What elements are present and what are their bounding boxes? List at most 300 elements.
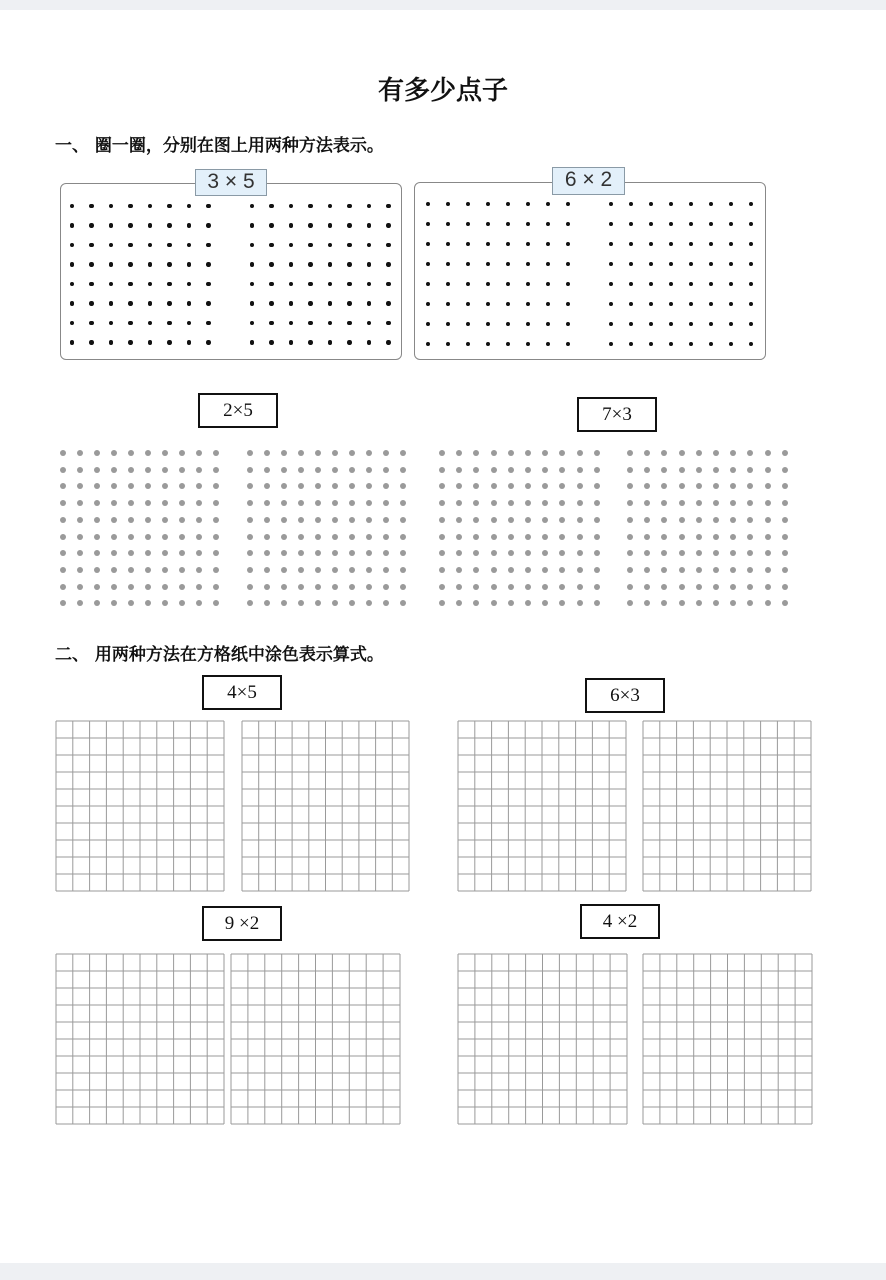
gray-dot	[559, 600, 565, 606]
gray-dot	[315, 550, 321, 556]
dot	[187, 340, 192, 345]
gray-dot	[661, 534, 667, 540]
gray-dot	[456, 483, 462, 489]
gray-dot	[439, 517, 445, 523]
gray-dot	[128, 500, 134, 506]
gray-dot	[196, 534, 202, 540]
dot-box-3x5	[60, 183, 402, 360]
gray-dot	[696, 567, 702, 573]
dot	[269, 301, 274, 306]
gray-dot	[491, 450, 497, 456]
dot	[367, 262, 372, 267]
gray-dot	[679, 467, 685, 473]
gray-dot	[213, 567, 219, 573]
gray-dot	[128, 483, 134, 489]
gray-dot	[577, 483, 583, 489]
gray-dot	[491, 467, 497, 473]
dot	[289, 223, 294, 228]
square-grid	[642, 720, 812, 892]
dot	[70, 262, 75, 267]
gray-dot	[456, 534, 462, 540]
dot	[128, 204, 133, 209]
gray-dot	[559, 467, 565, 473]
gray-dot	[473, 567, 479, 573]
gray-dot	[264, 467, 270, 473]
gray-dot	[60, 584, 66, 590]
dot	[109, 340, 114, 345]
gray-dot	[594, 534, 600, 540]
gray-dot	[366, 483, 372, 489]
gray-dot	[696, 550, 702, 556]
gray-dot	[315, 517, 321, 523]
gray-dot	[679, 517, 685, 523]
gray-dot	[747, 450, 753, 456]
gray-dot	[77, 517, 83, 523]
dot	[269, 204, 274, 209]
gray-dot	[213, 450, 219, 456]
gray-dot	[383, 500, 389, 506]
gray-dot	[162, 534, 168, 540]
gray-dot	[765, 483, 771, 489]
gray-dot	[491, 584, 497, 590]
dot	[250, 223, 255, 228]
gray-dot	[491, 567, 497, 573]
gray-dot	[179, 467, 185, 473]
gray-dot	[366, 600, 372, 606]
dot	[367, 340, 372, 345]
gray-dot	[627, 483, 633, 489]
dot	[269, 282, 274, 287]
dot	[167, 301, 172, 306]
dot	[109, 301, 114, 306]
gray-dot	[332, 584, 338, 590]
gray-dot	[661, 450, 667, 456]
gray-dot	[179, 600, 185, 606]
gray-dot	[594, 450, 600, 456]
gray-dot	[162, 483, 168, 489]
dot	[367, 223, 372, 228]
gray-dot	[559, 500, 565, 506]
gray-dot	[559, 567, 565, 573]
gray-dot	[94, 534, 100, 540]
dot	[386, 301, 391, 306]
dot-box-6x2	[414, 182, 766, 360]
dot	[109, 262, 114, 267]
dot	[269, 243, 274, 248]
gray-dot	[383, 567, 389, 573]
dot	[70, 301, 75, 306]
dot	[269, 223, 274, 228]
gray-dot	[213, 483, 219, 489]
gray-dot	[679, 567, 685, 573]
gray-dot	[594, 483, 600, 489]
gray-dot	[247, 600, 253, 606]
gray-dot	[782, 483, 788, 489]
gray-dot	[713, 567, 719, 573]
gray-dots-label-2x5: 2×5	[198, 393, 278, 428]
gray-dot	[594, 517, 600, 523]
gray-dot	[111, 500, 117, 506]
gray-dot	[179, 450, 185, 456]
gray-dot	[713, 450, 719, 456]
dot	[347, 321, 352, 326]
dot	[167, 321, 172, 326]
gray-dot	[332, 483, 338, 489]
gray-dot	[765, 517, 771, 523]
grid-label-9x2: 9 ×2	[202, 906, 282, 941]
gray-dot	[765, 567, 771, 573]
gray-dot	[473, 500, 479, 506]
dot	[269, 262, 274, 267]
gray-dot	[145, 517, 151, 523]
gray-dot	[213, 517, 219, 523]
gray-dot	[473, 534, 479, 540]
gray-dot	[111, 600, 117, 606]
gray-dot	[594, 584, 600, 590]
gray-dot	[747, 584, 753, 590]
gray-dot	[315, 450, 321, 456]
square-grid	[55, 953, 225, 1125]
dot	[347, 282, 352, 287]
gray-dot	[644, 567, 650, 573]
gray-dot	[264, 517, 270, 523]
gray-dot	[782, 584, 788, 590]
gray-dot	[782, 534, 788, 540]
gray-dot	[315, 467, 321, 473]
gray-dot	[400, 534, 406, 540]
gray-dot	[94, 483, 100, 489]
gray-dot	[349, 567, 355, 573]
gray-dot	[679, 500, 685, 506]
gray-dot	[713, 534, 719, 540]
gray-dot	[162, 517, 168, 523]
dot	[308, 321, 313, 326]
gray-dot	[491, 483, 497, 489]
gray-dot	[661, 467, 667, 473]
gray-dot	[765, 467, 771, 473]
dot	[328, 301, 333, 306]
gray-dot	[111, 550, 117, 556]
gray-dot	[542, 550, 548, 556]
grid-label-4x5: 4×5	[202, 675, 282, 710]
dot-box-label-3x5: 3 × 5	[195, 169, 267, 196]
gray-dot	[644, 584, 650, 590]
gray-dot	[696, 500, 702, 506]
gray-dot	[264, 584, 270, 590]
gray-dot	[315, 600, 321, 606]
gray-dot	[366, 584, 372, 590]
gray-dot	[77, 483, 83, 489]
gray-dot	[60, 600, 66, 606]
gray-dot	[349, 450, 355, 456]
dot	[70, 223, 75, 228]
dot	[347, 243, 352, 248]
dot	[167, 223, 172, 228]
gray-dot	[713, 584, 719, 590]
gray-dot	[765, 534, 771, 540]
gray-dot	[179, 483, 185, 489]
dot	[308, 301, 313, 306]
gray-dot	[782, 467, 788, 473]
gray-dot	[644, 467, 650, 473]
gray-dot	[730, 500, 736, 506]
gray-dot	[247, 584, 253, 590]
gray-dot	[60, 483, 66, 489]
gray-dot	[577, 534, 583, 540]
gray-dot	[400, 600, 406, 606]
gray-dot	[696, 467, 702, 473]
gray-dot	[247, 567, 253, 573]
gray-dot	[298, 550, 304, 556]
dot	[206, 223, 211, 228]
gray-dot	[145, 483, 151, 489]
gray-dot	[145, 600, 151, 606]
gray-dot	[627, 600, 633, 606]
gray-dot	[366, 534, 372, 540]
gray-dot	[128, 517, 134, 523]
dot	[148, 262, 153, 267]
gray-dot	[332, 450, 338, 456]
gray-dot	[349, 500, 355, 506]
gray-dot	[730, 467, 736, 473]
gray-dot	[128, 450, 134, 456]
gray-dot	[213, 534, 219, 540]
gray-dot	[782, 517, 788, 523]
gray-dot	[366, 550, 372, 556]
gray-dot	[696, 450, 702, 456]
dot	[206, 282, 211, 287]
gray-dot	[145, 500, 151, 506]
dot	[206, 243, 211, 248]
dot	[128, 301, 133, 306]
gray-dot	[782, 550, 788, 556]
gray-dot	[94, 500, 100, 506]
gray-dot	[298, 467, 304, 473]
gray-dot	[508, 534, 514, 540]
gray-dot	[491, 500, 497, 506]
gray-dot	[713, 500, 719, 506]
dot	[347, 223, 352, 228]
gray-dot	[577, 500, 583, 506]
gray-dot	[162, 500, 168, 506]
gray-dot	[456, 500, 462, 506]
gray-dot	[525, 534, 531, 540]
gray-dot	[577, 567, 583, 573]
gray-dot	[247, 467, 253, 473]
gray-dot	[179, 500, 185, 506]
gray-dot	[782, 567, 788, 573]
gray-dot	[162, 450, 168, 456]
gray-dot	[77, 550, 83, 556]
gray-dot	[594, 567, 600, 573]
gray-dot	[400, 567, 406, 573]
gray-dot	[747, 500, 753, 506]
gray-dot	[542, 567, 548, 573]
dot	[386, 243, 391, 248]
dot	[308, 243, 313, 248]
gray-dot	[439, 450, 445, 456]
gray-dot	[60, 567, 66, 573]
gray-dot	[264, 550, 270, 556]
gray-dot	[627, 467, 633, 473]
gray-dot	[525, 483, 531, 489]
dot	[109, 223, 114, 228]
dot	[250, 262, 255, 267]
gray-dot	[730, 450, 736, 456]
gray-dot	[94, 550, 100, 556]
gray-dot	[661, 567, 667, 573]
dot	[128, 223, 133, 228]
dot	[386, 282, 391, 287]
gray-dot	[298, 534, 304, 540]
dot	[347, 262, 352, 267]
gray-dot	[281, 567, 287, 573]
gray-dot	[332, 517, 338, 523]
gray-dot	[111, 584, 117, 590]
gray-dot	[661, 584, 667, 590]
gray-dot	[765, 600, 771, 606]
gray-dot	[559, 450, 565, 456]
gray-dot	[542, 584, 548, 590]
gray-dot	[627, 550, 633, 556]
gray-dot	[60, 550, 66, 556]
gray-dot	[644, 483, 650, 489]
dot-box-label-6x2: 6 × 2	[552, 167, 625, 195]
gray-dot	[264, 567, 270, 573]
gray-dot	[644, 600, 650, 606]
gray-dot	[542, 500, 548, 506]
gray-dot	[145, 584, 151, 590]
gray-dot	[559, 517, 565, 523]
dot	[89, 243, 94, 248]
gray-dot	[247, 450, 253, 456]
dot	[128, 243, 133, 248]
dot	[289, 340, 294, 345]
gray-dot	[439, 483, 445, 489]
gray-dot	[542, 483, 548, 489]
gray-dot	[281, 584, 287, 590]
dot	[328, 223, 333, 228]
gray-dot	[525, 517, 531, 523]
gray-dot	[94, 600, 100, 606]
dot	[308, 282, 313, 287]
gray-dot	[577, 584, 583, 590]
dot	[187, 301, 192, 306]
gray-dot	[661, 517, 667, 523]
gray-dot	[213, 600, 219, 606]
gray-dot	[661, 550, 667, 556]
gray-dot	[128, 584, 134, 590]
gray-dot	[679, 550, 685, 556]
gray-dot	[366, 500, 372, 506]
gray-dot	[145, 550, 151, 556]
gray-dot	[111, 467, 117, 473]
gray-dot	[491, 550, 497, 556]
gray-dot	[644, 517, 650, 523]
dot	[206, 262, 211, 267]
gray-dot	[315, 584, 321, 590]
gray-dot	[627, 534, 633, 540]
gray-dot	[298, 600, 304, 606]
gray-dot	[730, 483, 736, 489]
gray-dot	[542, 467, 548, 473]
gray-dot	[247, 483, 253, 489]
gray-dot	[264, 500, 270, 506]
dot	[167, 340, 172, 345]
gray-dot	[508, 483, 514, 489]
gray-dot	[765, 550, 771, 556]
dot	[128, 262, 133, 267]
gray-dot	[473, 450, 479, 456]
gray-dot	[111, 534, 117, 540]
gray-dot	[366, 450, 372, 456]
dot	[148, 223, 153, 228]
gray-dot	[577, 467, 583, 473]
section2-heading: 二、 用两种方法在方格纸中涂色表示算式。	[55, 645, 384, 665]
gray-dot	[730, 600, 736, 606]
gray-dot	[162, 550, 168, 556]
gray-dot	[60, 450, 66, 456]
dot	[128, 321, 133, 326]
dot	[206, 340, 211, 345]
gray-dot	[196, 600, 202, 606]
gray-dot	[765, 584, 771, 590]
dot	[148, 301, 153, 306]
dot	[128, 340, 133, 345]
gray-dot	[179, 534, 185, 540]
gray-dot	[747, 534, 753, 540]
gray-dot	[349, 467, 355, 473]
gray-dot	[627, 500, 633, 506]
gray-dot	[60, 500, 66, 506]
gray-dot	[128, 534, 134, 540]
gray-dot	[247, 517, 253, 523]
gray-dot	[366, 517, 372, 523]
gray-dot	[473, 584, 479, 590]
gray-dot	[162, 600, 168, 606]
gray-dot	[400, 467, 406, 473]
gray-dot	[679, 483, 685, 489]
gray-dot	[349, 517, 355, 523]
dot	[167, 262, 172, 267]
gray-dot	[383, 534, 389, 540]
dot	[328, 262, 333, 267]
gray-dot	[696, 517, 702, 523]
gray-dot	[366, 467, 372, 473]
gray-dot	[77, 567, 83, 573]
dot	[328, 340, 333, 345]
dot	[89, 223, 94, 228]
gray-dot	[473, 550, 479, 556]
gray-dot	[644, 500, 650, 506]
gray-dot	[577, 450, 583, 456]
dot	[386, 340, 391, 345]
square-grid	[457, 720, 627, 892]
gray-dot	[145, 467, 151, 473]
gray-dot	[60, 534, 66, 540]
dot	[386, 204, 391, 209]
gray-dot	[213, 550, 219, 556]
gray-dot	[747, 600, 753, 606]
gray-dot	[77, 584, 83, 590]
gray-dot	[400, 500, 406, 506]
dot	[89, 301, 94, 306]
gray-dot	[128, 467, 134, 473]
gray-dot	[765, 450, 771, 456]
dot	[308, 262, 313, 267]
gray-dot	[264, 600, 270, 606]
gray-dot	[247, 550, 253, 556]
